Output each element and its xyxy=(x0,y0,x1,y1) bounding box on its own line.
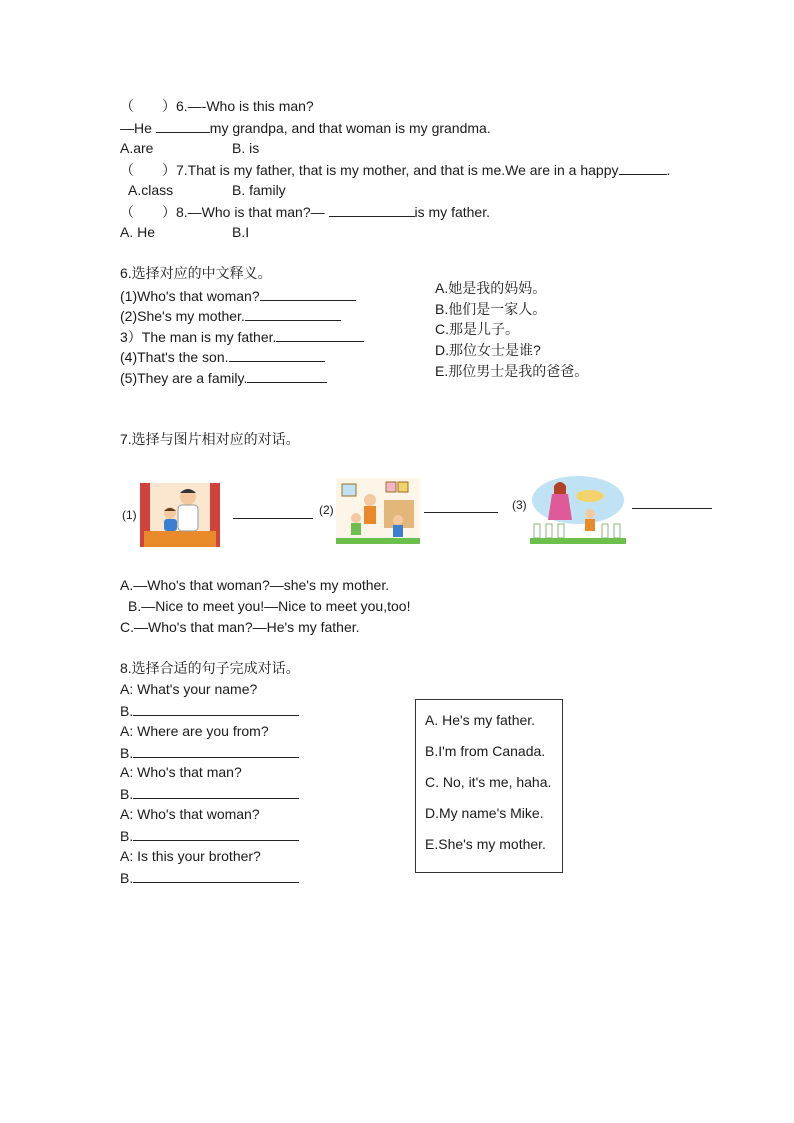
answer-prefix: B. xyxy=(120,870,134,886)
section-6-option: B.他们是一家人。 xyxy=(435,301,547,317)
dialog-question: A: Where are you from? xyxy=(120,723,269,739)
question-7-text: （ ）7.That is my father, that is my mother, and that is me.We are in a happy xyxy=(120,162,619,178)
section-8-title: 8.选择合适的句子完成对话。 xyxy=(120,660,300,676)
picture-number-2: (2) xyxy=(319,503,334,517)
question-6-sentence xyxy=(120,118,491,137)
answer-option: A. He's my father. xyxy=(425,712,536,728)
answer-blank[interactable] xyxy=(156,118,210,133)
question-7-option-b: B. family xyxy=(232,182,286,198)
answer-blank[interactable] xyxy=(245,306,341,321)
answer-blank[interactable] xyxy=(229,347,325,362)
answer-option: D.My name's Mike. xyxy=(425,805,544,821)
section-6-item xyxy=(120,286,356,305)
section-6-item xyxy=(120,306,341,325)
section-6-option: C.那是儿子。 xyxy=(435,321,519,337)
section-7-option: C.—Who's that man?—He's my father. xyxy=(120,619,360,635)
picture-3-answer-line[interactable] xyxy=(632,508,712,509)
answer-option: C. No, it's me, haha. xyxy=(425,774,552,790)
answer-blank[interactable] xyxy=(133,743,299,758)
question-8 xyxy=(120,202,490,221)
picture-1-answer-line[interactable] xyxy=(233,518,313,519)
answer-blank[interactable] xyxy=(619,160,667,175)
dialog-answer xyxy=(120,868,299,887)
section-6-option: E.那位男士是我的爸爸。 xyxy=(435,363,589,379)
mother-daughter-picture xyxy=(530,474,626,548)
section-6-item xyxy=(120,368,327,387)
answer-blank[interactable] xyxy=(133,701,299,716)
answer-prefix: B. xyxy=(120,745,134,761)
answer-prefix: B. xyxy=(120,703,134,719)
answer-options-box xyxy=(415,699,563,873)
question-6-sentence-end: my grandpa, and that woman is my grandma. xyxy=(209,120,491,136)
question-8-option-a: A. He xyxy=(120,224,156,240)
section-7-title: 7.选择与图片相对应的对话。 xyxy=(120,431,300,447)
question-6: （ ）6.—-Who is this man? xyxy=(120,98,314,114)
question-6-option-a: A.are xyxy=(120,140,154,156)
answer-option: B.I'm from Canada. xyxy=(425,743,546,759)
picture-number-1: (1) xyxy=(122,508,137,522)
dialog-question: A: Is this your brother? xyxy=(120,848,261,864)
question-6-option-b: B. is xyxy=(232,140,260,156)
section-7-option: A.—Who's that woman?—she's my mother. xyxy=(120,577,390,593)
dialog-question: A: Who's that man? xyxy=(120,764,242,780)
answer-prefix: B. xyxy=(120,786,134,802)
answer-prefix: B. xyxy=(120,828,134,844)
item-text: (4)That's the son. xyxy=(120,349,229,365)
question-8-option-b: B.I xyxy=(232,224,250,240)
answer-option: E.She's my mother. xyxy=(425,836,546,852)
dialog-answer xyxy=(120,826,299,845)
section-6-option: D.那位女士是谁? xyxy=(435,342,541,358)
dialog-answer xyxy=(120,784,299,803)
dialog-answer xyxy=(120,701,299,720)
section-6-item xyxy=(120,327,364,346)
question-7-option-a: A.class xyxy=(128,182,174,198)
answer-blank[interactable] xyxy=(133,826,299,841)
section-6-option: A.她是我的妈妈。 xyxy=(435,280,547,296)
item-text: (5)They are a family. xyxy=(120,370,248,386)
answer-blank[interactable] xyxy=(276,327,364,342)
answer-blank[interactable] xyxy=(247,368,327,383)
item-text: (1)Who's that woman? xyxy=(120,288,260,304)
item-text: (2)She's my mother. xyxy=(120,308,245,324)
dialog-question: A: Who's that woman? xyxy=(120,806,260,822)
section-6-item xyxy=(120,347,325,366)
section-6-title: 6.选择对应的中文释义。 xyxy=(120,265,272,281)
question-8-text: （ ）8.—Who is that man?— xyxy=(120,204,329,220)
father-son-picture xyxy=(140,483,220,547)
section-7-option: B.—Nice to meet you!—Nice to meet you,too! xyxy=(128,598,411,614)
item-text: 3）The man is my father. xyxy=(120,329,277,345)
picture-2-answer-line[interactable] xyxy=(424,512,498,513)
answer-blank[interactable] xyxy=(329,202,415,217)
dialog-question: A: What's your name? xyxy=(120,681,258,697)
question-7-period: . xyxy=(666,162,671,178)
answer-blank[interactable] xyxy=(260,286,356,301)
family-picture xyxy=(336,478,420,544)
dialog-answer xyxy=(120,743,299,762)
question-8-end: is my father. xyxy=(414,204,490,220)
question-6-sentence-start: —He xyxy=(120,120,156,136)
answer-blank[interactable] xyxy=(133,868,299,883)
question-7 xyxy=(120,160,670,179)
answer-blank[interactable] xyxy=(133,784,299,799)
picture-number-3: (3) xyxy=(512,498,527,512)
